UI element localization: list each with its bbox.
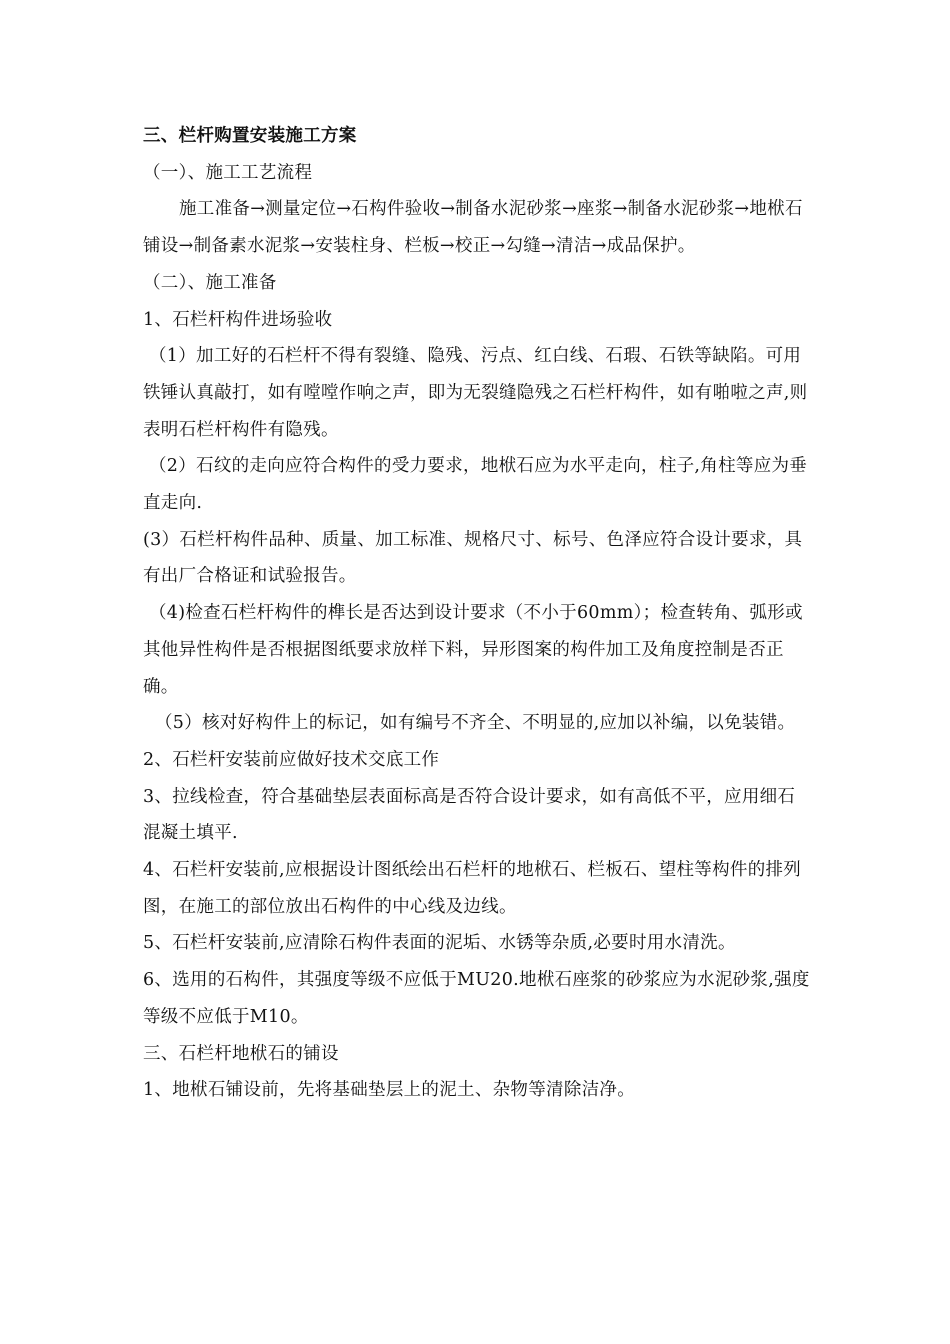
item-1-paragraph-3: (3）石栏杆构件品种、质量、加工标准、规格尺寸、标号、色泽应符合设计要求，具有出厂合格证和试验报告。 <box>143 529 803 587</box>
item-3-paragraph: 3、拉线检查，符合基础垫层表面标高是否符合设计要求，如有高低不平，应用细石混凝土填平. <box>143 786 796 844</box>
document-heading: 三、栏杆购置安装施工方案 <box>143 126 357 146</box>
item-2-paragraph: 2、石栏杆安装前应做好技术交底工作 <box>143 749 440 770</box>
item-4-paragraph: 4、石栏杆安装前,应根据设计图纸绘出石栏杆的地栿石、栏板石、望柱等构件的排列图，在施工的部位放出石构件的中心线及边线。 <box>143 860 802 917</box>
document-body <box>143 118 811 1109</box>
section-1-title: （一）、施工工艺流程 <box>143 162 313 183</box>
item-1-paragraph-2: （2）石纹的走向应符合构件的受力要求，地栿石应为水平走向，柱子,角柱等应为垂直走向. <box>143 456 808 514</box>
item-1-title: 1、石栏杆构件进场验收 <box>143 309 333 330</box>
section-3-title: 三、石栏杆地栿石的铺设 <box>143 1043 339 1064</box>
process-flow-paragraph: 施工准备→测量定位→石构件验收→制备水泥砂浆→座浆→制备水泥砂浆→地栿石铺设→制备素水泥浆→安装柱身、栏板→校正→勾缝→清洁→成品保护。 <box>143 199 803 257</box>
item-6-paragraph: 6、选用的石构件，其强度等级不应低于MU20.地栿石座浆的砂浆应为水泥砂浆,强度等级不应低于M10。 <box>143 970 810 1027</box>
section-3-item-1: 1、地栿石铺设前，先将基础垫层上的泥土、杂物等清除洁净。 <box>143 1080 636 1101</box>
item-1-paragraph-5: （5）核对好构件上的标记，如有编号不齐全、不明显的,应加以补编，以免装错。 <box>155 713 796 734</box>
item-1-paragraph-1: （1）加工好的石栏杆不得有裂缝、隐残、污点、红白线、石瑕、石铁等缺陷。可用铁锤认真敲打，如有嘡嘡作响之声，即为无裂缝隐残之石栏杆构件，如有啪啦之声,则表明石栏杆构件有隐残。 <box>143 346 808 440</box>
section-2-title: （二）、施工准备 <box>143 272 277 293</box>
item-1-paragraph-4: （4)检查石栏杆构件的榫长是否达到设计要求（不小于60mm）；检查转角、弧形或其他异性构件是否根据图纸要求放样下料，异形图案的构件加工及角度控制是否正确。 <box>143 603 803 697</box>
item-5-paragraph: 5、石栏杆安装前,应清除石构件表面的泥垢、水锈等杂质,必要时用水清洗。 <box>143 933 736 954</box>
